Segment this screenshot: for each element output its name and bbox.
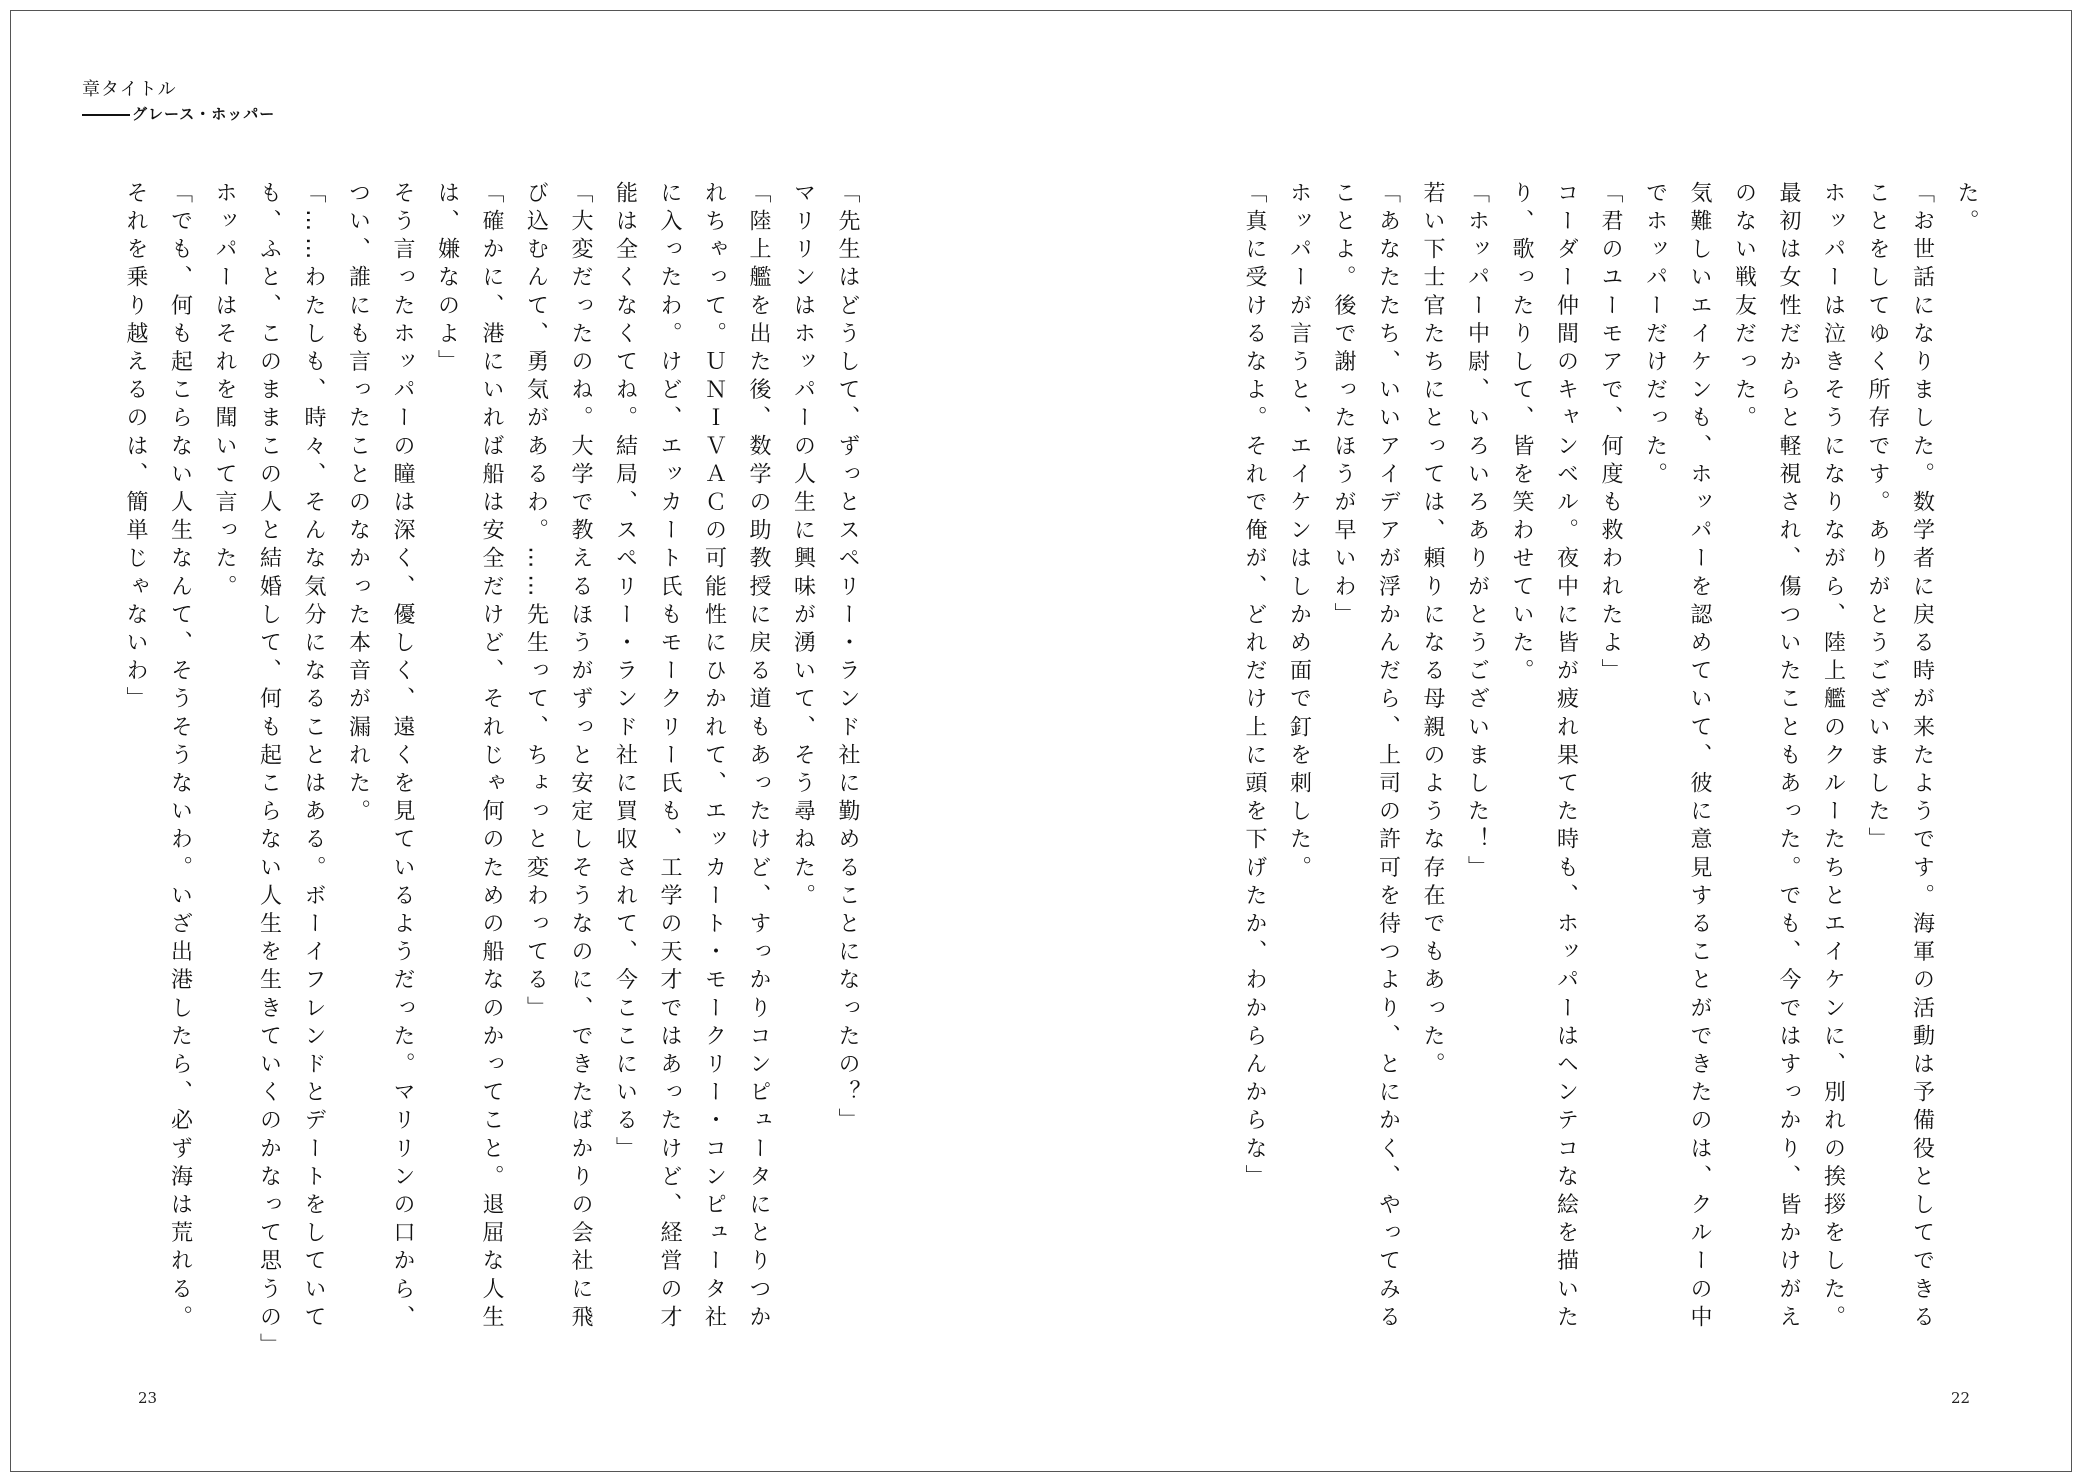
running-header [82,77,275,125]
paragraph: 「真に受けるなよ。それで俺が、どれだけ上に頭を下げたか、わからんからな」 [1242,181,1267,1193]
page-number-right: 22 [1951,1389,1971,1407]
paragraph: 「……わたしも、時々、そんな気分になることはある。ボーイフレンドとデートをしていても、ふと、このままこの人と結婚して、何も起こらない人生を生きていくのかなって思うの」 [256,181,326,1362]
left-page [11,11,1042,1471]
paragraph: 「でも、何も起こらない人生なんて、そうそうないわ。いざ出港したら、必ず海は荒れる。それを乗り越えるのは、簡単じゃないわ」 [123,181,193,1334]
paragraph: ホッパーはそれを聞いて言った。 [212,181,237,603]
paragraph: 「大変だったのね。大学で教えるほうがずっと安定しそうなのに、できたばかりの会社に飛び込むんて、勇気があるわ。……先生って、ちょっと変わってる」 [523,181,593,1334]
right-page [1042,11,2073,1471]
paragraph: た。 [1954,181,1979,238]
chapter-subtitle: グレース・ホッパー [132,105,276,123]
paragraph: 「ホッパー中尉、いろいろありがとうございました！」 [1464,181,1490,884]
paragraph: コーダー仲間のキャンベル。夜中に皆が疲れ果てた時も、ホッパーはヘンテコな絵を描いたり、歌ったりして、皆を笑わせていた。 [1509,181,1579,1334]
paragraph: 「確かに、港にいれば船は安全だけど、それじゃ何のための船なのかってこと。退屈な人生は、嫌なのよ」 [434,181,504,1334]
paragraph: ホッパーが言うと、エイケンはしかめ面で釘を刺した。 [1286,181,1312,884]
left-page-body [109,181,869,1362]
page-number-left: 23 [138,1389,158,1407]
paragraph: 「先生はどうして、ずっとスペリー・ランド社に勤めることになったの？」 [835,181,860,1137]
paragraph: 最初は女性だからと軽視され、傷ついたこともあった。でも、今ではすっかり、皆かけがえのない戦友だった。 [1731,181,1801,1334]
paragraph: 「陸上艦を出た後、数学の助教授に戻る道もあったけど、すっかりコンピュータにとりつかれちゃって。ＵＮＩＶＡＣの可能性にひかれて、エッカート・モークリー・コンピュータ社に入ったわ。けど、エッカート氏もモークリー氏も、工学の天才ではあったけど、経営の才能は全くなくてね。結局、スペリー・ランド社に買収されて、今ここにいる」 [612,181,771,1334]
paragraph: 「君のユーモアで、何度も救われたよ」 [1598,181,1623,687]
paragraph: そう言ったホッパーの瞳は深く、優しく、遠くを見ているようだった。マリリンの口から、つい、誰にも言ったことのなかった本音が漏れた。 [345,181,415,1334]
chapter-subtitle-line [82,103,275,125]
paragraph: 「お世話になりました。数学者に戻る時が来たようです。海軍の活動は予備役としてできることをしてゆく所存です。ありがとうございました」 [1865,181,1935,1334]
book-spread [10,10,2072,1472]
dash-rule [82,114,130,116]
right-page-body [1148,181,1988,1351]
paragraph: マリリンはホッパーの人生に興味が湧いて、そう尋ねた。 [790,181,816,912]
paragraph: 気難しいエイケンも、ホッパーを認めていて、彼に意見することができたのは、クルーの中でホッパーだけだった。 [1642,181,1712,1334]
paragraph: 若い下士官たちにとっては、頼りになる母親のような存在でもあった。 [1420,181,1445,1081]
chapter-title: 章タイトル [82,79,177,100]
paragraph: 「あなたたち、いいアイデアが浮かんだら、上司の許可を待つより、とにかく、やってみることよ。後で謝ったほうが早いわ」 [1331,181,1401,1334]
paragraph: ホッパーは泣きそうになりながら、陸上艦のクルーたちとエイケンに、別れの挨拶をした。 [1820,181,1846,1334]
